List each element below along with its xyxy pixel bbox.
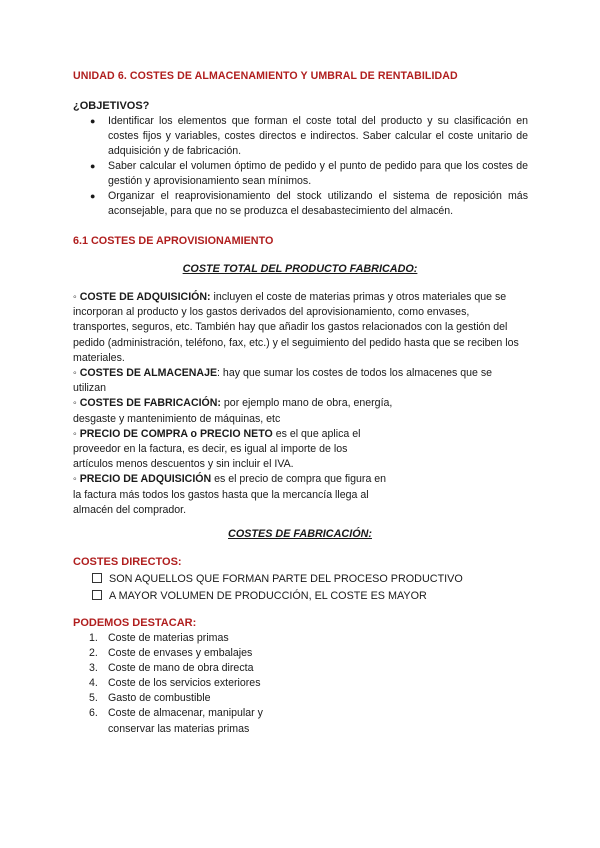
list-item: A MAYOR VOLUMEN DE PRODUCCIÓN, EL COSTE ES MAYOR bbox=[92, 588, 463, 605]
checkbox-icon bbox=[92, 590, 102, 600]
checkbox-icon bbox=[92, 573, 102, 583]
total-cost-title: COSTE TOTAL DEL PRODUCTO FABRICADO: bbox=[182, 263, 418, 275]
list-item: 3. Coste de mano de obra directa bbox=[89, 662, 254, 675]
bullet-icon: ● bbox=[90, 161, 96, 171]
definition-paragraph: ◦ COSTE DE ADQUISICIÓN: incluyen el coste de materias primas y otros materiales que se incorporan al producto y los gastos derivados del aprovisionamiento, como envases, transportes, seguros, etc. También hay que añadir los gastos relacionados con la gestión del pedido (administración, teléfono, fax, etc.) y el seguimiento del pedido hasta que se reciben los materiales. bbox=[73, 291, 519, 364]
definitions-block bbox=[73, 290, 533, 518]
list-item: 1. Coste de materias primas bbox=[89, 632, 229, 644]
list-item: 4. Coste de los servicios exteriores bbox=[89, 677, 261, 690]
definition-paragraph: ◦ PRECIO DE COMPRA o PRECIO NETO es el que aplica el proveedor en la factura, es decir, es igual al importe de los artículos menos descuentos y sin incluir el IVA. bbox=[73, 427, 361, 471]
highlights-list bbox=[73, 631, 308, 737]
list-item: ● Saber calcular el volumen óptimo de pedido y el punto de pedido para que los costes de gestión y aprovisionamiento sean mínimos. bbox=[90, 160, 528, 187]
bullet-icon: ● bbox=[90, 191, 96, 201]
list-item: 5. Gasto de combustible bbox=[89, 692, 211, 705]
list-item: 2. Coste de envases y embalajes bbox=[89, 647, 253, 660]
list-item: 6. Coste de almacenar, manipular y conservar las materias primas bbox=[89, 707, 263, 735]
list-item: ● Organizar el reaprovisionamiento del stock utilizando el sistema de reposición más aconsejable, para que no se produzca el desabastecimiento del almacén. bbox=[90, 190, 528, 217]
highlights-heading: PODEMOS DESTACAR: bbox=[73, 617, 197, 629]
bullet-icon: ● bbox=[90, 116, 96, 126]
definition-paragraph: ◦ PRECIO DE ADQUISICIÓN es el precio de compra que figura en la factura más todos los gastos hasta que la mercancía llega al almacén del comprador. bbox=[73, 473, 387, 516]
definition-paragraph: ◦ COSTES DE ALMACENAJE: hay que sumar los costes de todos los almacenes que se utilizan bbox=[73, 367, 493, 395]
definition-paragraph: ◦ COSTES DE FABRICACIÓN: por ejemplo mano de obra, energía, desgaste y mantenimiento de máquinas, etc bbox=[73, 397, 393, 425]
objectives-heading: ¿OBJETIVOS? bbox=[73, 100, 150, 112]
list-item: SON AQUELLOS QUE FORMAN PARTE DEL PROCESO PRODUCTIVO bbox=[92, 571, 463, 588]
section-heading: 6.1 COSTES DE APROVISIONAMIENTO bbox=[73, 235, 274, 247]
direct-costs-list bbox=[92, 571, 463, 604]
manufacturing-costs-title: COSTES DE FABRICACIÓN: bbox=[228, 528, 372, 540]
list-item: ● Identificar los elementos que forman el coste total del producto y su clasificación en costes fijos y variables, costes directos e indirectos. Saber calcular el coste unitario de adquisición y de fabricación. bbox=[90, 115, 528, 157]
unit-title: UNIDAD 6. COSTES DE ALMACENAMIENTO Y UMBRAL DE RENTABILIDAD bbox=[73, 70, 458, 82]
direct-costs-heading: COSTES DIRECTOS: bbox=[73, 556, 182, 568]
objectives-list bbox=[73, 114, 528, 219]
